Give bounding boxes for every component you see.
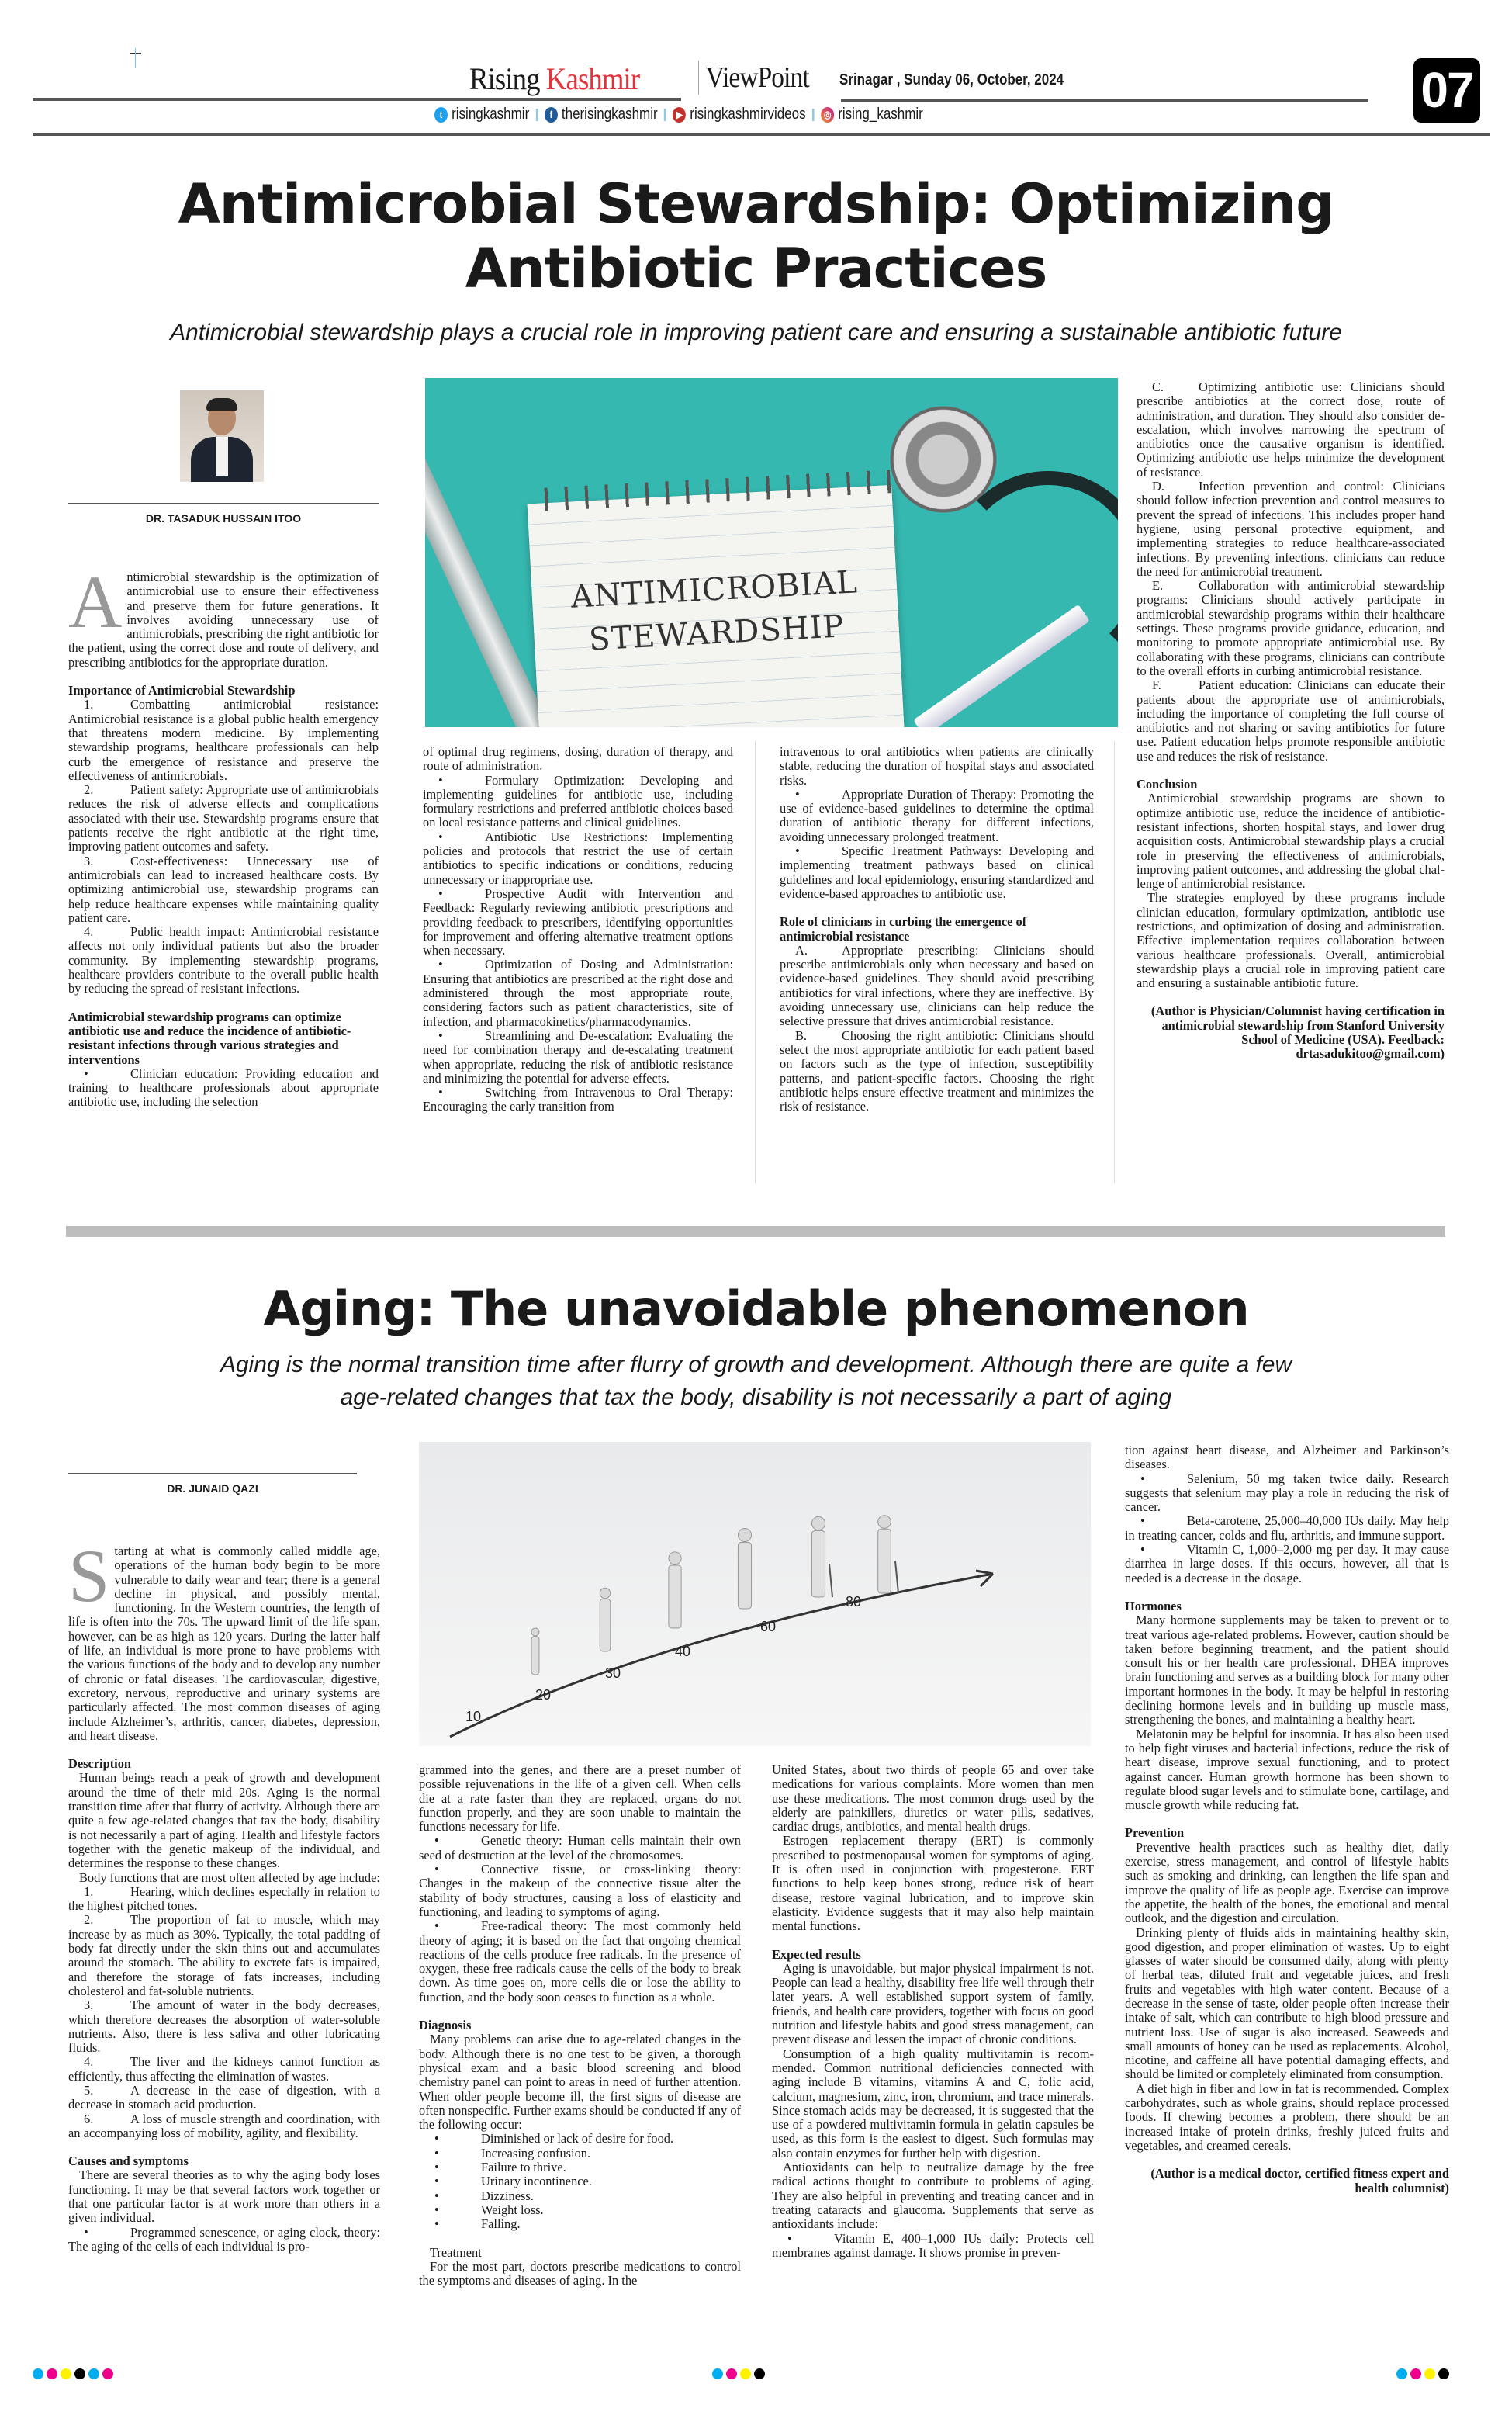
- list-item-text: The proportion of fat to muscle, which may increase by as much as 30%. Typically, the total padding of body fat directly under the skin thins out and accumulates around the stomach. The ability to excrete fats is impaired, and therefore the storage of fats increases, including cholesterol and fat-soluble nutrients.: [68, 1912, 380, 1998]
- list-marker: •: [434, 2131, 439, 2147]
- author-byline: DR. TASADUK HUSSAIN ITOO: [68, 503, 379, 525]
- list-marker: •: [438, 957, 443, 972]
- twitter-icon: t: [434, 107, 448, 123]
- article2-illustration: [419, 1442, 1091, 1746]
- divider: [536, 109, 538, 121]
- registration-mark: [135, 48, 136, 68]
- paragraph: Many problems can arise due to age-related changes in the body. Although there is no one test to be given, a thorough physical exam and a basic blood screening and blood chemistry panel can point to areas in need of further attention. When older people become ill, the first signs of disease are often nonspecific. Further exams should be conducted if any of the following occur:: [419, 2032, 741, 2133]
- social-links: [434, 106, 923, 123]
- list-item-text: Selenium, 50 mg taken twice daily. Research suggests that selenium may play a role in reducing the risk of cancer.: [1125, 1471, 1449, 1515]
- section-heading: Diagnosis: [419, 2018, 472, 2033]
- list-item: [1137, 480, 1445, 579]
- paragraph: Aging is unavoidable, but major physical impairment is not. People can lead a healthy, disability free life well through their later years. A well established support system of family, friends, and health care providers, together with focus on good nutrition and lifestyle habits and good stress management, can prevent disease and lessen the impact of chronic conditions.: [772, 1960, 1094, 2047]
- article2-column-1: [68, 1534, 380, 2254]
- facebook-icon: f: [545, 107, 558, 123]
- article2-column-2: [419, 1763, 741, 2288]
- list-item: [423, 958, 733, 1028]
- age-label: 60: [760, 1619, 777, 1634]
- intro-text: ntimicrobial stewardship is the optimization of antimicrobial use to ensure their effectiveness and preserve them for future generations. It involves avoiding unnecessary use of antimicrobials, prescribing the right antibiotic for the patient, using the correct dose and route of delivery, and prescribing antibiotics for the appropriate duration.: [68, 570, 379, 670]
- list-item: [68, 1998, 380, 2055]
- list-marker: A.: [795, 942, 808, 958]
- list-item: [1137, 380, 1445, 480]
- paragraph-continued: intravenous to oral antibiotics when patients are clinically stable, reducing the duration of hospital stays and associated risks.: [780, 744, 1094, 788]
- list-marker: 4.: [84, 2054, 94, 2070]
- list-marker: •: [434, 1862, 439, 1877]
- list-marker: •: [434, 2202, 439, 2217]
- list-item-text: Optimizing antibiotic use: Clinicians should prescribe antibiotics at the correct dose, route of administration, and duration. They should also consider de-escalation, which involves narrowing the spectrum of antibiotics once the causative organism is identified. Optimizing antibiotic use helps minimize the development of resistance.: [1137, 379, 1445, 480]
- intro-text: tarting at what is commonly called middle age, operations of the human body begin to be more vulnerable to daily wear and tear; there is a general decline in physical, and possibly mental, functioning. In the Western countries, the length of life is often into the 70s. The upward limit of the life span, however, can be as high as 120 years. During the latter half of life, an individual is more prone to have problems with the various functions of the body and to develop any number of chronic or fatal diseases. The cardiovascular, digestive, excretory, nervous, reproductive and urinary systems are particularly affected. The most common diseases of aging include Alzheimer’s, arthritis, cancer, diabetes, depression, and heart disease.: [68, 1544, 380, 1743]
- instagram-icon: ◎: [821, 107, 834, 123]
- list-marker: •: [434, 2216, 439, 2232]
- pen-icon: [425, 455, 548, 727]
- section-heading: Importance of Antimicrobial Stewardship: [68, 683, 296, 698]
- list-marker: E.: [1152, 578, 1164, 594]
- list-item-text: Prospective Audit with Intervention and Feedback: Regularly reviewing antibiotic prescriptions and providing feedback to prescribers, identifying opportunities for improvement and offering alternative treatment options when necessary.: [423, 885, 733, 958]
- list-marker: •: [434, 1833, 439, 1849]
- article1-title-line2: Antibiotic Practices: [465, 237, 1047, 300]
- column-divider: [1114, 741, 1115, 1183]
- list-marker: 2.: [84, 782, 94, 798]
- list-item: [423, 774, 733, 830]
- list-marker: •: [438, 885, 443, 901]
- paragraph-continued: grammed into the genes, and there are a preset number of possible rejuvenations in the life of a given cell. When cells die at a rate faster than they are replaced, organs do not function properly, and they are soon unable to maintain the functions necessary for life.: [419, 1762, 741, 1835]
- list-item: [423, 887, 733, 958]
- list-item-text: Connective tissue, or cross-linking theory: Changes in the makeup of the connective tissue alter the stability of body structures, causing a loss of elasticity and functioning, and leading to symptoms of aging.: [419, 1862, 741, 1919]
- article2-subtitle-line2: age-related changes that tax the body, disability is not necessarily a part of aging: [340, 1384, 1172, 1410]
- registration-mark: [130, 53, 141, 54]
- list-marker: •: [787, 2230, 792, 2246]
- person-figure-icon: [811, 1516, 832, 1597]
- paragraph: Drinking plenty of fluids aids in maintaining healthy skin, good digestion, and proper elimination of wastes. Up to eight glasses of water should be consumed daily, along with plenty of herbal teas, diluted fruit and vegetable juices, and fresh fruits and vegetables with high water content. Because of a decrease in the sense of taste, older people often increase their intake of salt, which can contribute to high blood pressure and nutrient loss. Use of sugar is also increased. Seaweeds and small amounts of honey can be used as replacements. Alcohol, nicotine, and caffeine all have potential damaging effects, and should be limited or completely eliminated from consumption.: [1125, 1925, 1449, 2082]
- list-item: [423, 830, 733, 887]
- list-item: [68, 2055, 380, 2084]
- color-registration-bar: [1396, 2368, 1449, 2382]
- list-item: [419, 2189, 741, 2203]
- list-item: [780, 944, 1094, 1029]
- intro-paragraph: [68, 560, 379, 670]
- list-item-text: Increasing confusion.: [481, 2145, 591, 2160]
- section-heading: Expected results: [772, 1946, 861, 1962]
- list-marker: •: [1140, 1471, 1145, 1486]
- list-item-text: Specific Treatment Pathways: Developing and implementing treatment pathways based on clinical guidelines and local epidemiology, ensuring standardized and evidence-based approaches to antibiotic use.: [780, 844, 1094, 901]
- age-label: 80: [846, 1594, 862, 1610]
- list-item: [68, 783, 379, 854]
- section-name: ViewPoint: [698, 61, 809, 95]
- social-twitter[interactable]: risingkashmir: [452, 106, 530, 123]
- paragraph: Human beings reach a peak of growth and development around the time of their mid 20s. Aging is the normal transition time after that flurry of activity. Although there are quite a few age-related changes that tax the body, disability is not necessarily a part of aging. Health and lifestyle factors together with the genetic makeup of the individual, and determines the response to these changes.: [68, 1770, 380, 1871]
- list-item-text: Public health impact: Antimicrobial resistance affects not only individual patients but also the broader community. By implementing stewardship programs, healthcare providers contribute to the overall public health by reducing the spread of resistant infections.: [68, 924, 379, 996]
- article-separator: [66, 1226, 1445, 1237]
- article1-column-4: [1137, 380, 1445, 1062]
- list-marker: •: [1140, 1542, 1145, 1558]
- author-photo: [180, 390, 264, 482]
- list-item: [419, 2174, 741, 2188]
- list-item-text: Collaboration with antimicrobial stewardship programs: Clinicians should actively participate in antimicrobial stewardship programs within their healthcare settings. These programs provide guidance, education, and monitoring to promote appropriate antimicrobial use. By collaborating with these programs, clinicians can contribute to the overall efforts in curbing antimicrobial resistance.: [1137, 578, 1445, 678]
- color-registration-bar: [712, 2368, 765, 2382]
- paragraph-continued: United States, about two thirds of people 65 and over take medications for various complaints. More women than men use these medications. The most common drugs used by the elderly are painkillers, diuretics or water pills, sedatives, cardiac drugs, antibiotics, and mental health drugs.: [772, 1762, 1094, 1835]
- list-item-text: Vitamin E, 400–1,000 IUs daily: Protects cell membranes against damage. It shows promise in preven-: [772, 2230, 1094, 2260]
- color-registration-bar: [33, 2368, 113, 2382]
- list-item: [772, 2232, 1094, 2261]
- notepad-text-line1: ANTIMICROBIAL: [569, 564, 859, 615]
- arrow-head-icon: [976, 1571, 993, 1586]
- age-label: 40: [675, 1644, 691, 1659]
- list-item: [423, 1029, 733, 1086]
- list-marker: 4.: [84, 924, 94, 940]
- list-marker: •: [434, 2160, 439, 2175]
- list-item: [419, 2203, 741, 2217]
- list-item-text: Hearing, which declines especially in relation to the highest pitched tones.: [68, 1883, 380, 1914]
- list-item: [68, 925, 379, 996]
- youtube-icon: ▶: [673, 107, 686, 123]
- list-item-text: Patient safety: Appropriate use of antimicrobials reduces the risk of adverse effects and complications associated with their use. Stewardship programs ensure that patients receive the right antibiotic at the right time, improving patient outcomes and safety.: [68, 782, 379, 854]
- article1-column-2: [423, 745, 733, 1114]
- article1-column-1: [68, 560, 379, 1110]
- social-youtube[interactable]: risingkashmirvideos: [690, 106, 806, 123]
- list-marker: B.: [795, 1027, 808, 1043]
- person-figure-icon: [878, 1516, 898, 1593]
- list-marker: •: [795, 844, 800, 859]
- person-figure-icon: [531, 1628, 539, 1675]
- section-heading: Antimicrobial stewardship programs can optimize antibiotic use and reduce the incidence of antibiotic-resistant infections through various strategies and interventions: [68, 1009, 351, 1067]
- list-item-text: Streamlining and De-escalation: Evaluating the need for combination therapy and de-escalating treatment when appropriate, reducing the risk of antibiotic resistance and minimizing the potential for adverse effects.: [423, 1027, 733, 1086]
- list-item: [68, 2226, 380, 2254]
- list-item-text: Free-radical theory: The most commonly held theory of aging; it is based on the fact that ongoing chemical reactions of the cells produce free radicals. In the presence of oxygen, these free radicals cause the cells of the body to break down. As time goes on, more cells die or lose the ability to function, and the body soon ceases to function as a whole.: [419, 1918, 741, 2005]
- list-item-text: Cost-effectiveness: Unnecessary use of antimicrobials can lead to increased healthcare costs. By optimizing antimicrobial use, stewardship programs can help reduce healthcare expenses while maintaining quality patient care.: [68, 853, 379, 925]
- social-facebook[interactable]: therisingkashmir: [561, 106, 658, 123]
- paragraph: For the most part, doctors prescribe medications to control the symptoms and diseases of aging. In the: [419, 2258, 741, 2289]
- divider: [664, 109, 666, 121]
- list-item-text: Patient education: Clinicians can educate their patients about the appropriate use of antimicrobials, including the importance of completing the full course of antibiotics and not sharing or saving antibiotics for future use. Patient education helps promote responsible antibiotic use and reduces the risk of resistance.: [1137, 677, 1445, 764]
- list-item-text: Switching from Intravenous to Oral Therapy: Encouraging the early transition from: [423, 1085, 733, 1114]
- article1-column-3: [780, 745, 1094, 1114]
- author-note: (Author is Physician/Columnist having certification in antimicrobial stewardship from Stanford University School of Medicine (USA). Feedback: drtasadukitoo@gmail.com): [1150, 1003, 1445, 1062]
- drop-cap: S: [68, 1534, 110, 1617]
- list-item-text: A decrease in the ease of digestion, with a decrease in stomach acid production.: [68, 2082, 380, 2112]
- list-item-text: Optimization of Dosing and Administration: Ensuring that antibiotics are prescribed at the right dose and administered through the most appropriate route, considering factors such as patient characteristics, site of infection, and pharmacokinetics/pharmacodynamics.: [423, 957, 733, 1029]
- list-marker: 1.: [84, 1883, 94, 1899]
- person-figure-icon: [669, 1552, 681, 1628]
- article2-column-3: [772, 1763, 1094, 2260]
- masthead-logo: [469, 61, 639, 97]
- list-item-text: Choosing the right antibiotic: Clinicians should select the most appropriate antibiotic for each patient based on factors such as the type of infection, susceptibility patterns, and patient-specific factors. Choosing the right antibiotic helps ensure effective treatment and minimizes the risk of resistance.: [780, 1027, 1094, 1114]
- list-item-text: Dizziness.: [481, 2188, 534, 2203]
- person-figure-icon: [738, 1528, 751, 1609]
- list-item: [68, 698, 379, 783]
- section-heading: Treatment: [430, 2244, 482, 2260]
- list-item: [1137, 678, 1445, 764]
- list-item-text: Appropriate Duration of Therapy: Promoting the use of evidence-based guidelines to determine the optimal duration of antibiotic therapy for different infections, avoiding unnecessary prolonged treatment.: [780, 786, 1094, 844]
- list-item: [419, 2132, 741, 2146]
- paragraph: Body functions that are most often affected by age include:: [79, 1869, 380, 1885]
- list-marker: •: [438, 772, 443, 788]
- list-marker: •: [438, 1085, 443, 1100]
- article1-title-line1: Antimicrobial Stewardship: Optimizing: [178, 172, 1334, 236]
- age-label: 10: [465, 1709, 482, 1724]
- paragraph: The strategies employed by these programs include clinician education, formulary optimization, antibiotic use restrictions, and optimization of dosing and administration. Effective implementation requires collaboration between various healthcare professionals. Overall, antimicrobial stewardship plays a crucial role in improving patient care and ensuring a sustainable antibiotic future.: [1137, 890, 1445, 991]
- list-marker: •: [434, 2174, 439, 2189]
- divider: [812, 109, 815, 121]
- list-item: [68, 2112, 380, 2141]
- article1-subtitle: Antimicrobial stewardship plays a crucial role in improving patient care and ensuring a sustainable antibiotic future: [170, 320, 1342, 345]
- list-marker: •: [434, 2145, 439, 2160]
- list-item-text: Falling.: [481, 2216, 521, 2232]
- header-rule-right: [841, 99, 1368, 102]
- list-item-text: Formulary Optimization: Developing and implementing guidelines for antibiotic use, including formulary restrictions and preferred antibiotic choices based on local resistance patterns and clinical guidelines.: [423, 772, 733, 830]
- age-label: 20: [535, 1687, 552, 1703]
- section-heading: Causes and symptoms: [68, 2154, 189, 2169]
- list-item: [1125, 1514, 1449, 1543]
- list-item: [780, 844, 1094, 901]
- article2-column-4: [1125, 1443, 1449, 2195]
- list-item: [419, 2217, 741, 2231]
- list-marker: 5.: [84, 2082, 94, 2098]
- list-item-text: Beta-carotene, 25,000–40,000 IUs daily. May help in treating cancer, colds and flu, arthritis, and immune support.: [1125, 1513, 1449, 1543]
- list-item: [68, 1913, 380, 1998]
- header-rule-left: [33, 98, 681, 101]
- list-marker: •: [438, 1027, 443, 1043]
- section-heading: Role of clinicians in curbing the emergence of antimicrobial resistance: [780, 914, 1027, 944]
- list-item-text: Infection prevention and control: Clinicians should follow infection prevention and control measures to prevent the spread of infections. This includes proper hand hygiene, using personal protective equipment, and implementing strategies to reduce healthcare-associated infections. By preventing infections, clinicians can reduce the need for antimicrobial treatment.: [1137, 479, 1445, 579]
- list-item: [419, 1834, 741, 1862]
- age-label: 30: [605, 1665, 621, 1681]
- section-heading: Conclusion: [1137, 777, 1198, 792]
- social-instagram[interactable]: rising_kashmir: [838, 106, 923, 123]
- list-item: [1125, 1472, 1449, 1515]
- list-item: [68, 854, 379, 925]
- aging-progression-graphic: [419, 1442, 1091, 1746]
- list-item-text: Combatting antimicrobial resistance: Antimicrobial resistance is a global public health emergency that threatens modern medicine. By implementing stewardship programs, healthcare professionals can help curb the emergence of resistance and preserve the effectiveness of antimicrobials.: [68, 697, 379, 783]
- list-item: [68, 2084, 380, 2112]
- list-marker: 2.: [84, 1912, 94, 1928]
- list-item-text: Programmed senescence, or aging clock, theory: The aging of the cells of each individual is pro-: [68, 2224, 380, 2254]
- list-marker: •: [84, 1066, 88, 1081]
- list-item-text: The amount of water in the body decreases, which therefore decreases the absorption of water-soluble nutrients. Also, there is less saliva and other lubricating fluids.: [68, 1998, 380, 2056]
- paragraph: Estrogen replacement therapy (ERT) is commonly prescribed to postmenopausal women for symptoms of aging. It is often used in conjunction with progesterone. ERT functions to help keep bones strong, reduce risk of heart disease, restore vaginal lubrication, and to improve skin elasticity. Evidence suggests that it may also help maintain mental functions.: [772, 1833, 1094, 1934]
- list-marker: D.: [1152, 479, 1164, 494]
- section-heading: Description: [68, 1756, 132, 1772]
- list-item-text: Vitamin C, 1,000–2,000 mg per day. It may cause diarrhea in large doses. If this occurs, however, all that is needed is a decrease in the dosage.: [1125, 1542, 1449, 1585]
- section-heading: Hormones: [1125, 1598, 1182, 1613]
- dateline: Srinagar , Sunday 06, October, 2024: [839, 71, 1064, 88]
- brand-kashmir: Kashmir: [545, 61, 640, 96]
- list-marker: •: [84, 2224, 88, 2240]
- list-item: [1137, 579, 1445, 678]
- list-item-text: Genetic theory: Human cells maintain their own seed of destruction at the level of the chromosomes.: [419, 1833, 741, 1862]
- paragraph-continued: tion against heart disease, and Alzheimer and Parkinson’s diseases.: [1125, 1443, 1449, 1472]
- paragraph: Consumption of a high quality multivitamin is recommended. Common nutritional deficiencies connected with aging include B vitamins, vitamins A and C, folic acid, calcium, magnesium, zinc, iron, chromium, and trace minerals. Since stomach acids may be decreased, it is suggested that the use of a powdered multivitamin formula in gelatin capsules be used, as this form is the easiest to digest. Such formulas may also contain enzymes for further help with digestion.: [772, 2046, 1094, 2160]
- article2-title: Aging: The unavoidable phenomenon: [263, 1280, 1249, 1337]
- list-marker: C.: [1152, 379, 1164, 394]
- paragraph: There are several theories as to why the aging body loses functioning. It may be that several factors work together or that one particular factor is at work more than others in a given individual.: [68, 2167, 380, 2226]
- list-marker: F.: [1152, 677, 1161, 693]
- list-item: [68, 1885, 380, 1914]
- list-item-text: Appropriate prescribing: Clinicians should prescribe antimicrobials only when necessary and based on evidence-based guidelines. They should avoid prescribing antibiotics for viral infections, where they are ineffective. By avoiding unnecessary use, clinicians can help reduce the selective pressure that drives antimicrobial resistance.: [780, 942, 1094, 1029]
- list-item-text: Clinician education: Providing education and training to healthcare professionals about appropriate antibiotic use, including the selection: [68, 1066, 379, 1110]
- list-item: [419, 2147, 741, 2160]
- list-item-text: Failure to thrive.: [481, 2160, 566, 2175]
- list-marker: 1.: [84, 697, 94, 712]
- list-item-text: A loss of muscle strength and coordination, with an accompanying loss of mobility, agility, and flexibility.: [68, 2111, 380, 2140]
- list-marker: •: [1140, 1513, 1145, 1529]
- author-byline: DR. JUNAID QAZI: [68, 1473, 357, 1495]
- notepad-text-line2: STEWARDSHIP: [588, 608, 846, 658]
- paragraph: Antimicrobial stewardship programs are shown to optimize antibiotic use, reduce the incidence of antibiotic-resistant infections, shorten hospital stays, and lower drug acquisition costs. Antimicrobial stewardship plays a crucial role in preserving the effectiveness of antimicrobials, improving patient outcomes, and addressing the global challenge of antimicrobial resistance.: [1137, 791, 1445, 892]
- column-divider: [755, 741, 756, 1183]
- list-marker: 6.: [84, 2111, 94, 2126]
- header-bottom-rule: [33, 133, 1490, 136]
- list-item-text: Urinary incontinence.: [481, 2174, 592, 2189]
- notepad: [528, 485, 905, 727]
- paragraph: Melatonin may be helpful for insomnia. It has also been used to help fight viruses and bacterial infections, reduce the risk of heart disease, improve sexual functioning, and to protect against cancer. Human growth hormone has been shown to regulate blood sugar levels and to stimulate bone, cartilage, and muscle growth while reducing fat.: [1125, 1726, 1449, 1813]
- brand-rising: Rising: [469, 61, 540, 96]
- list-item: [1125, 1543, 1449, 1585]
- list-item: [780, 788, 1094, 844]
- intro-paragraph: [68, 1534, 380, 1743]
- drop-cap: A: [68, 560, 123, 643]
- list-marker: •: [434, 1918, 439, 1934]
- list-item-text: Antibiotic Use Restrictions: Implementing policies and protocols that restrict the use of certain antibiotics to specific indications or conditions, reducing unnecessary or inappropriate use.: [423, 829, 733, 887]
- list-item-text: The liver and the kidneys cannot function as efficiently, thus affecting the elimination of wastes.: [68, 2054, 380, 2084]
- paragraph: Antioxidants can help to neutralize damage by the free radical actions thought to contribute to problems of aging. They are also helpful in preventing and treating cancer and in treating cataracts and glaucoma. Supplements that serve as antioxidants include:: [772, 2160, 1094, 2232]
- list-item: [419, 2160, 741, 2174]
- list-item: [780, 1029, 1094, 1114]
- list-item: [419, 1862, 741, 1919]
- article2-subtitle-line1: Aging is the normal transition time after flurry of growth and development. Although there are quite a few: [220, 1352, 1292, 1377]
- paragraph-continued: of optimal drug regimens, dosing, duration of therapy, and route of administration.: [423, 744, 733, 774]
- list-item: [419, 1919, 741, 2005]
- paragraph: Preventive health practices such as healthy diet, daily exercise, stress management, and control of lifestyle habits such as smoking and drinking, can lengthen the life span and improve the quality of life as people age. Exercise can improve the appetite, the health of the bones, the emotional and mental outlook, and the digestion and circulation.: [1125, 1839, 1449, 1926]
- list-item: [423, 1086, 733, 1114]
- paragraph: Many hormone supplements may be taken to prevent or to treat various age-related problems. However, caution should be taken before beginning treatment, and the patient should consult his or her health care professional. DHEA improves brain functioning and serves as a building block for many other important hormones in the body. It may be helpful in restoring declining hormone levels and in building up muscle mass, strengthening the bones, and maintaining a healthy heart.: [1125, 1613, 1449, 1727]
- list-marker: •: [438, 829, 443, 844]
- person-figure-icon: [600, 1588, 611, 1651]
- section-heading: Prevention: [1125, 1825, 1185, 1841]
- author-note: (Author is a medical doctor, certified fitness expert and health columnist): [1150, 2166, 1449, 2195]
- list-marker: •: [434, 2188, 439, 2203]
- list-marker: •: [795, 786, 800, 802]
- list-marker: 3.: [84, 853, 94, 868]
- page-number: 07: [1413, 58, 1480, 123]
- article1-illustration: [425, 378, 1118, 727]
- list-item-text: Diminished or lack of desire for food.: [481, 2131, 674, 2147]
- list-marker: 3.: [84, 1998, 94, 2013]
- list-item: [68, 1067, 379, 1110]
- paragraph: A diet high in fiber and low in fat is recommended. Complex carbohydrates, such as whole grains, should replace processed foods. If chewing becomes a problem, there should be an increased intake of protein drinks, freshly juiced fruits and vegetables, and creamed cereals.: [1125, 2081, 1449, 2153]
- list-item-text: Weight loss.: [481, 2202, 544, 2217]
